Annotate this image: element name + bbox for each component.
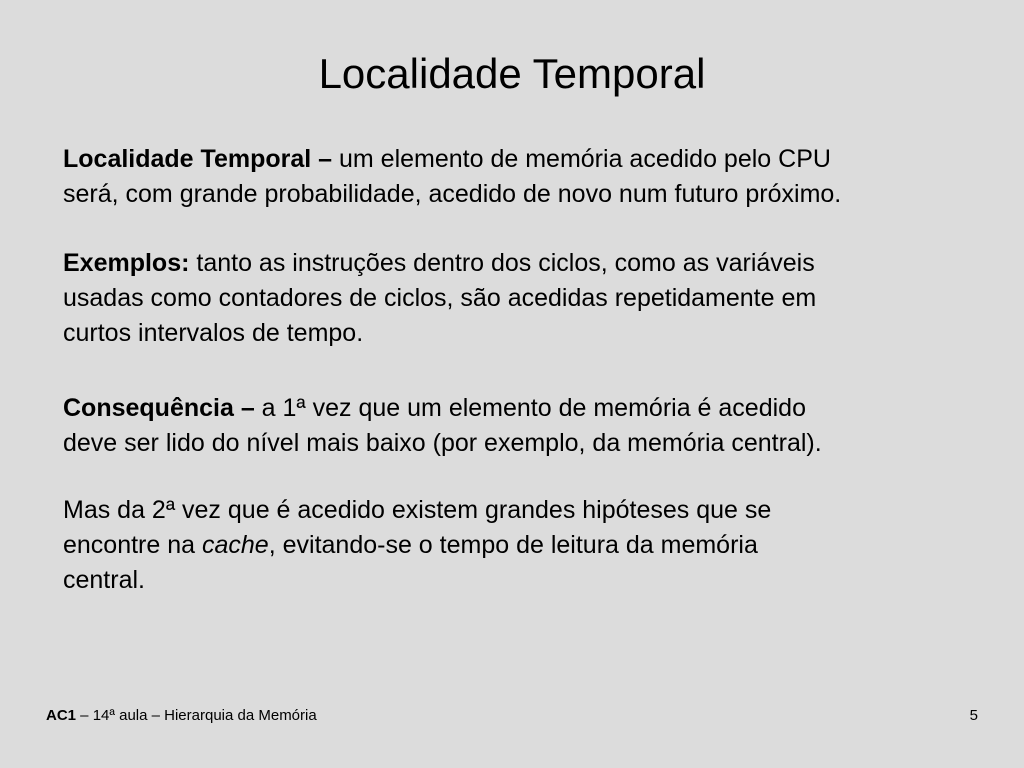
consequence-text-line1: a 1ª vez que um elemento de memória é acedido <box>254 394 806 422</box>
consequence-text-line2: deve ser lido do nível mais baixo (por exemplo, da memória central). <box>63 429 822 457</box>
cache-text-line1: Mas da 2ª vez que é acedido existem grandes hipóteses que se <box>63 496 772 524</box>
examples-text-line1: tanto as instruções dentro dos ciclos, como as variáveis <box>189 249 815 277</box>
footer-subtitle: – 14ª aula – Hierarquia da Memória <box>76 707 317 724</box>
examples-text-line2: usadas como contadores de ciclos, são acedidas repetidamente em <box>63 284 817 312</box>
footer-course: AC1 <box>46 707 77 724</box>
slide-title: Localidade Temporal <box>318 50 706 97</box>
cache-text-line2b: , evitando-se o tempo de leitura da memória <box>268 531 758 559</box>
examples-text-line3: curtos intervalos de tempo. <box>63 319 364 347</box>
definition-text-line1: um elemento de memória acedido pelo CPU <box>332 145 831 173</box>
examples-paragraph <box>63 246 963 351</box>
definition-text-line2: será, com grande probabilidade, acedido de novo num futuro próximo. <box>63 180 842 208</box>
examples-term: Exemplos: <box>63 249 190 277</box>
consequence-term: Consequência – <box>63 394 255 422</box>
cache-text-line2a: encontre na <box>63 531 202 559</box>
definition-term: Localidade Temporal – <box>63 145 333 173</box>
definition-paragraph <box>63 142 963 212</box>
cache-italic-word: cache <box>202 531 269 559</box>
page-number: 5 <box>969 707 978 724</box>
cache-text-line3: central. <box>63 566 145 594</box>
consequence-paragraph <box>63 391 963 461</box>
footer-caption <box>46 706 317 726</box>
cache-paragraph <box>63 493 963 598</box>
